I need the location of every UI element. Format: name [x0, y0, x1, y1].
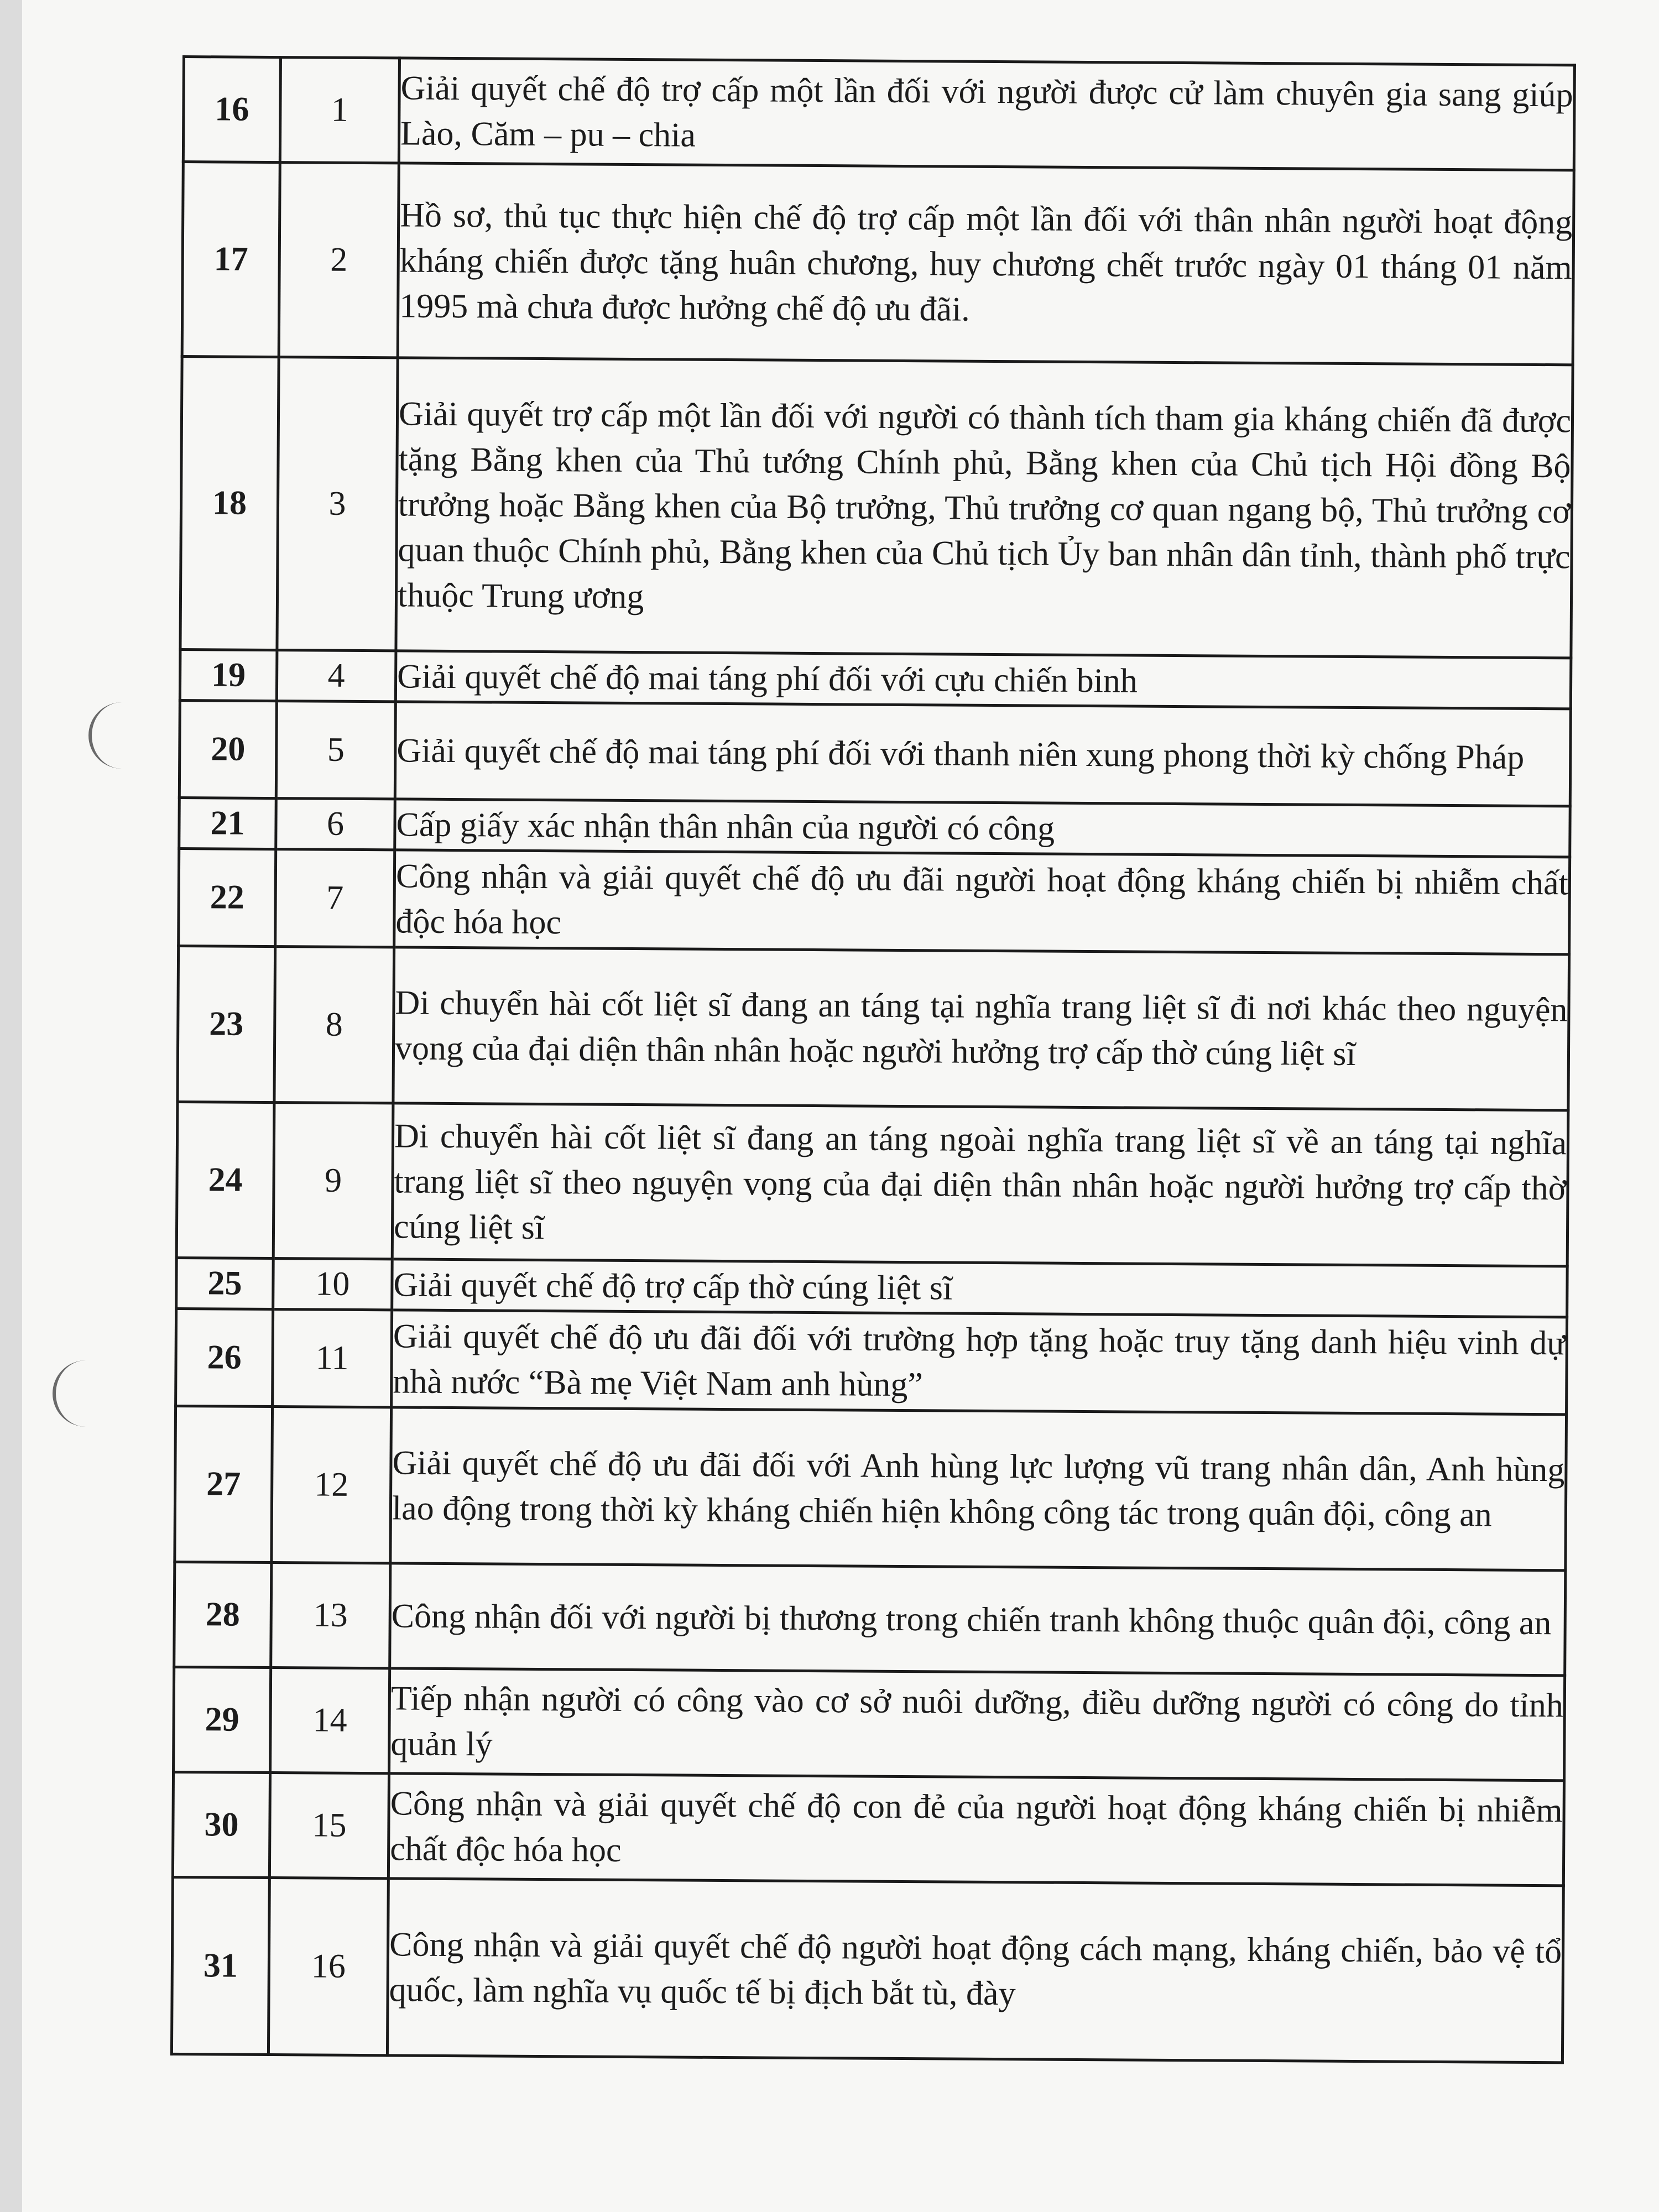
procedure-name: Công nhận và giải quyết chế độ con đẻ của người hoạt động kháng chiến bị nhiễm chất độc hóa học [388, 1773, 1564, 1886]
row-number: 28 [174, 1562, 272, 1667]
table-row [179, 797, 1571, 857]
sub-number: 14 [270, 1668, 390, 1773]
sub-number: 8 [274, 947, 394, 1103]
row-number: 18 [180, 357, 279, 650]
procedure-name: Cấp giấy xác nhận thân nhân của người có công [395, 799, 1571, 857]
sub-number: 16 [268, 1878, 388, 2056]
table-row [176, 1308, 1567, 1414]
table-row [176, 1102, 1568, 1266]
sub-number: 12 [272, 1407, 392, 1563]
table-row [182, 162, 1574, 365]
pen-mark [53, 1360, 106, 1427]
sub-number: 15 [269, 1773, 389, 1879]
procedure-name: Giải quyết chế độ ưu đãi đối với Anh hùng lực lượng vũ trang nhân dân, Anh hùng lao động trong thời kỳ kháng chiến hiện không công tác trong quân đội, công an [390, 1407, 1567, 1571]
table-row [180, 357, 1573, 658]
sub-number: 13 [271, 1563, 390, 1668]
procedure-name: Giải quyết chế độ mai táng phí đối với cựu chiến binh [395, 651, 1571, 709]
table-row [179, 700, 1571, 806]
sub-number: 7 [275, 849, 395, 947]
table-row [174, 1562, 1566, 1675]
row-number: 20 [179, 700, 276, 798]
procedure-name: Giải quyết chế độ ưu đãi đối với trường hợp tặng hoặc truy tặng danh hiệu vinh dự nhà nước “Bà mẹ Việt Nam anh hùng” [392, 1310, 1567, 1415]
procedure-name: Di chuyển hài cốt liệt sĩ đang an táng ngoài nghĩa trang liệt sĩ về an táng tại nghĩa trang liệt sĩ theo nguyện vọng của đại diện thân nhân hoặc người hưởng trợ cấp thờ cúng liệt sĩ [392, 1103, 1568, 1266]
sub-number: 4 [276, 650, 396, 702]
table-row [174, 1667, 1565, 1780]
row-number: 31 [171, 1877, 269, 2054]
sub-number: 9 [273, 1103, 393, 1259]
procedures-table [170, 55, 1576, 2064]
table-row [173, 1772, 1564, 1885]
procedure-name: Tiếp nhận người có công vào cơ sở nuôi dưỡng, điều dưỡng người có công do tỉnh quản lý [389, 1668, 1565, 1781]
procedure-name: Hồ sơ, thủ tục thực hiện chế độ trợ cấp một lần đối với thân nhân người hoạt động kháng chiến được tặng huân chương, huy chương chết trước ngày 01 tháng 01 năm 1995 mà chưa được hưởng chế độ ưu đãi. [398, 163, 1574, 365]
procedure-name: Công nhận và giải quyết chế độ người hoạt động cách mạng, kháng chiến, bảo vệ tổ quốc, làm nghĩa vụ quốc tế bị địch bắt tù, đày [387, 1879, 1563, 2063]
row-number: 17 [182, 162, 280, 357]
row-number: 24 [176, 1102, 274, 1258]
row-number: 25 [176, 1258, 274, 1309]
row-number: 16 [183, 57, 280, 163]
table-row [180, 649, 1571, 708]
procedure-name: Giải quyết trợ cấp một lần đối với người có thành tích tham gia kháng chiến đã được tặng Bằng khen của Thủ tướng Chính phủ, Bằng khen của Chủ tịch Hội đồng Bộ trưởng hoặc Bằng khen của Bộ trưởng, Thủ trưởng cơ quan ngang bộ, Thủ trưởng cơ quan thuộc Chính phủ, Bằng khen của Chủ tịch Ủy ban nhân dân tỉnh, thành phố trực thuộc Trung ương [396, 358, 1573, 658]
table-row [179, 848, 1570, 954]
sub-number: 11 [273, 1310, 392, 1407]
table-row [175, 1406, 1567, 1570]
procedure-name: Giải quyết chế độ mai táng phí đối với thanh niên xung phong thời kỳ chống Pháp [395, 702, 1571, 806]
row-number: 23 [178, 946, 275, 1102]
row-number: 21 [179, 797, 276, 849]
table-row [171, 1877, 1563, 2062]
sub-number: 2 [279, 163, 399, 358]
document-page [22, 0, 1659, 2212]
table-row [178, 946, 1569, 1110]
procedure-name: Di chuyển hài cốt liệt sĩ đang an táng tại nghĩa trang liệt sĩ đi nơi khác theo nguyện vọng của đại diện thân nhân hoặc người hưởng trợ cấp thờ cúng liệt sĩ [393, 947, 1569, 1110]
row-number: 27 [175, 1406, 273, 1562]
table-row [176, 1258, 1568, 1317]
sub-number: 10 [273, 1259, 393, 1310]
procedure-name: Công nhận đối với người bị thương trong chiến tranh không thuộc quân đội, công an [390, 1563, 1566, 1676]
row-number: 19 [180, 649, 277, 701]
row-number: 22 [179, 848, 276, 946]
sub-number: 5 [276, 701, 395, 799]
sub-number: 3 [277, 357, 398, 651]
procedure-name: Công nhận và giải quyết chế độ ưu đãi người hoạt động kháng chiến bị nhiễm chất độc hóa học [394, 850, 1570, 954]
procedure-name: Giải quyết chế độ trợ cấp một lần đối với người được cử làm chuyên gia sang giúp Lào, Căm – pu – chia [399, 58, 1574, 170]
procedure-name: Giải quyết chế độ trợ cấp thờ cúng liệt sĩ [392, 1259, 1568, 1317]
pen-mark [88, 702, 142, 769]
row-number: 26 [176, 1308, 273, 1406]
sub-number: 1 [280, 58, 399, 163]
sub-number: 6 [276, 799, 395, 850]
row-number: 30 [173, 1772, 270, 1877]
row-number: 29 [174, 1667, 271, 1772]
table-row [183, 57, 1574, 170]
